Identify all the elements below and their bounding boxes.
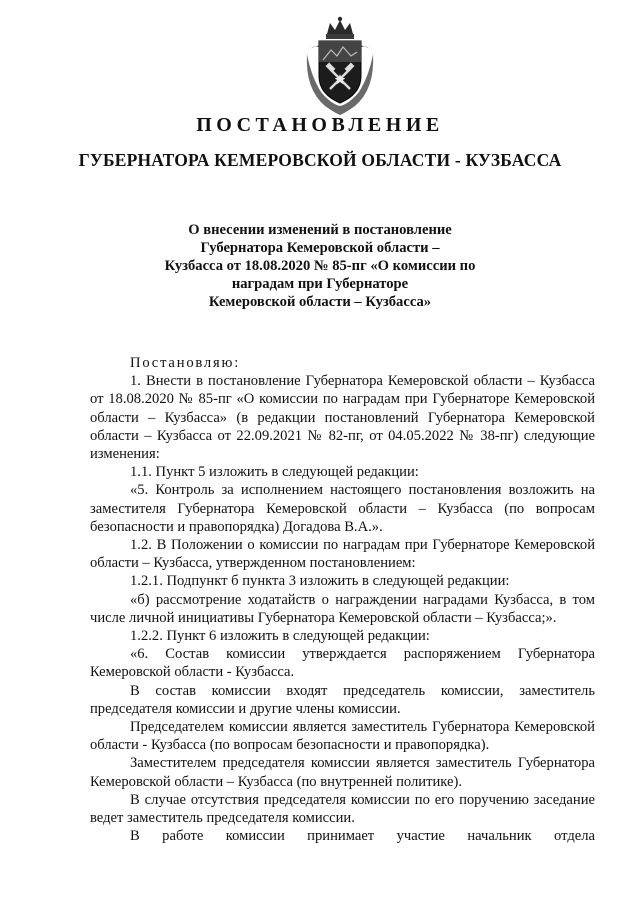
paragraph: В случае отсутствия председателя комиссии по его поручению заседание ведет заместитель председателя комиссии.: [90, 791, 595, 827]
paragraph: «6. Состав комиссии утверждается распоряжением Губернатора Кемеровской области - Кузбасса.: [90, 646, 595, 681]
document-body: [90, 354, 595, 845]
paragraph: 1.2.1. Подпункт б пункта 3 изложить в следующей редакции:: [130, 573, 510, 590]
title-line: Кемеровской области – Кузбасса»: [208, 294, 432, 310]
paragraph: «5. Контроль за исполнением настоящего постановления возложить на заместителя Губернатора Кемеровской области – Кузбасса (по вопросам безопасности и правопорядка) Догадова В.А.».: [90, 482, 595, 535]
title-line: Кузбасса от 18.08.2020 № 85-пг «О комиссии по: [164, 258, 476, 274]
title-line: наградам при Губернаторе: [231, 276, 409, 292]
document-issuer: ГУБЕРНАТОРА КЕМЕРОВСКОЙ ОБЛАСТИ - КУЗБАССА: [78, 150, 562, 170]
paragraph: 1. Внести в постановление Губернатора Кемеровской области – Кузбасса от 18.08.2020 № 85-пг «О комиссии по наградам при Губернаторе Кемеровской области – Кузбасса» (в редакции постановлений Губернатора Кемеровской области – Кузбасса от 22.09.2021 № 82-пг, от 04.05.2022 № 38-пг) следующие изменения:: [90, 373, 595, 463]
title-line: Губернатора Кемеровской области –: [200, 240, 440, 256]
paragraph: 1.2. В Положении о комиссии по наградам при Губернаторе Кемеровской области – Кузбасса, утвержденном постановлением:: [90, 537, 595, 572]
paragraph: 1.1. Пункт 5 изложить в следующей редакции:: [130, 464, 419, 481]
paragraph: 1.2.2. Пункт 6 изложить в следующей редакции:: [130, 628, 430, 645]
coat-of-arms-emblem: [297, 14, 383, 118]
title-line: О внесении изменений в постановление: [188, 222, 452, 238]
paragraph: «б) рассмотрение ходатайств о награждении наградами Кузбасса, в том числе личной инициативы Губернатора Кемеровской области – Кузбасса;».: [90, 591, 595, 626]
opening-statement: Постановляю:: [130, 355, 241, 371]
paragraph: Заместителем председателя комиссии является заместитель Губернатора Кемеровской области – Кузбасса (по внутренней политике).: [90, 755, 595, 790]
document-type-heading: ПОСТАНОВЛЕНИЕ: [196, 114, 444, 136]
paragraph: В состав комиссии входят председатель комиссии, заместитель председателя комиссии и другие члены комиссии.: [90, 682, 595, 717]
document-title: [150, 221, 490, 311]
paragraph: В работе комиссии принимает участие начальник отдела: [130, 828, 595, 845]
paragraph: Председателем комиссии является заместитель Губернатора Кемеровской области - Кузбасса (по вопросам безопасности и правопорядка).: [90, 719, 595, 754]
